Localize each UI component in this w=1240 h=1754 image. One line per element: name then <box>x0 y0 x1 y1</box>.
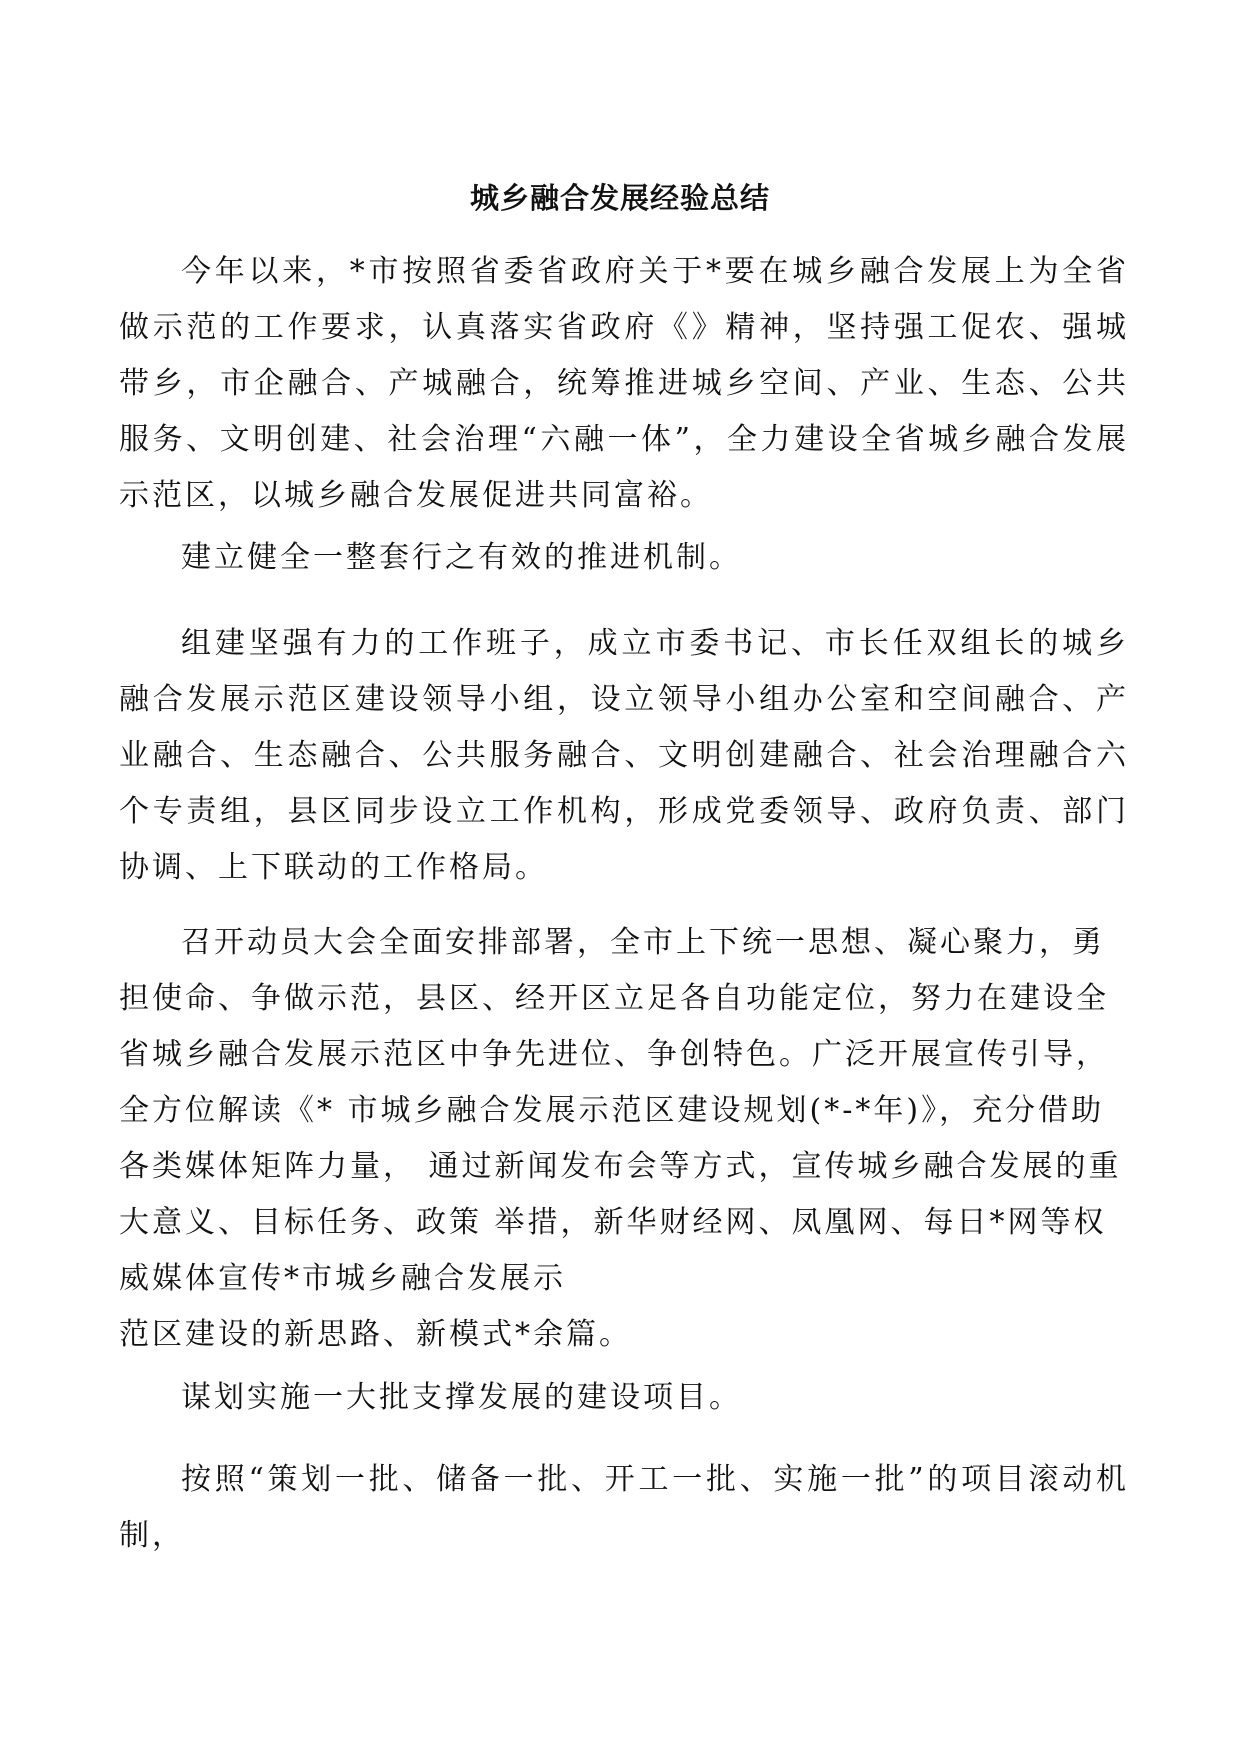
paragraph-intro: 今年以来，*市按照省委省政府关于*要在城乡融合发展上为全省做示范的工作要求，认真落实省政府《》精神，坚持强工促农、强城带乡，市企融合、产城融合，统筹推进城乡空间、产业、生态、公共服务、文明创建、社会治理“六融一体”，全力建设全省城乡融合发展示范区，以城乡融合发展促进共同富裕。 <box>119 254 1129 513</box>
paragraph-heading-projects: 谋划实施一大批支撑发展的建设项目。 <box>181 1380 742 1415</box>
paragraph-mobilization-text: 召开动员大会全面安排部署，全市上下统一思想、凝心聚力，勇担使命、争做示范，县区、经开区立足各自功能定位，努力在建设全省城乡融合发展示范区中争先进位、争创特色。广泛开展宣传引导，全方位解读《* 市城乡融合发展示范区建设规划(*-*年)》，充分借助各类媒体矩阵力量， 通过新闻发布会等方式，宣传城乡融合发展的重大意义、目标任务、政策 举措，新华财经网、凤凰网、每日*网等权威媒体宣传*市城乡融合发展示 <box>119 925 1122 1296</box>
paragraph-heading-mechanism: 建立健全一整套行之有效的推进机制。 <box>181 540 742 575</box>
document-title: 城乡融合发展经验总结 <box>469 181 770 215</box>
paragraph-mobilization-continuation: 范区建设的新思路、新模式*余篇。 <box>119 1317 632 1352</box>
paragraph-work-team: 组建坚强有力的工作班子，成立市委书记、市长任双组长的城乡融合发展示范区建设领导小组，设立领导小组办公室和空间融合、产业融合、生态融合、公共服务融合、文明创建融合、社会治理融合六个专责组，县区同步设立工作机构，形成党委领导、政府负责、部门协调、上下联动的工作格局。 <box>119 626 1129 885</box>
paragraph-project-mechanism: 按照“策划一批、储备一批、开工一批、实施一批”的项目滚动机制， <box>119 1462 1129 1553</box>
paragraph-mobilization <box>119 915 1129 1352</box>
